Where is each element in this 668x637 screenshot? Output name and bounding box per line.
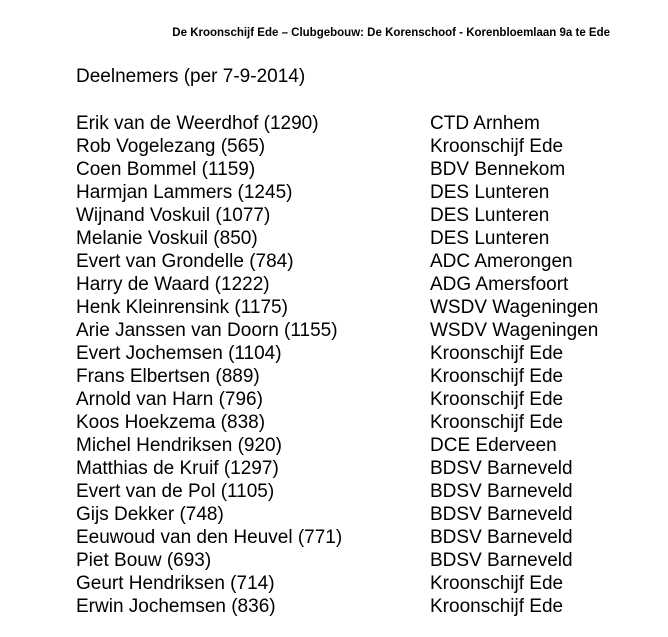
- participant-row: [76, 227, 636, 250]
- participant-club: BDV Bennekom: [430, 159, 566, 180]
- participant-name: Evert van Grondelle (784): [76, 251, 294, 272]
- participant-name: Erik van de Weerdhof (1290): [76, 113, 319, 134]
- participant-name: Matthias de Kruif (1297): [76, 458, 279, 479]
- participant-club: Kroonschijf Ede: [430, 136, 564, 157]
- participant-name: Michel Hendriksen (920): [76, 435, 282, 456]
- participant-club: BDSV Barneveld: [430, 504, 573, 525]
- participant-club: WSDV Wageningen: [430, 297, 599, 318]
- participant-club: Kroonschijf Ede: [430, 412, 564, 433]
- participant-name: Piet Bouw (693): [76, 550, 212, 571]
- participant-row: [76, 342, 636, 365]
- participant-club: ADC Amerongen: [430, 251, 573, 272]
- participant-row: [76, 411, 636, 434]
- participant-row: [76, 480, 636, 503]
- participant-name: Eeuwoud van den Heuvel (771): [76, 527, 343, 548]
- participant-row: [76, 549, 636, 572]
- participant-club: Kroonschijf Ede: [430, 343, 564, 364]
- participant-name: Koos Hoekzema (838): [76, 412, 266, 433]
- participant-name: Evert van de Pol (1105): [76, 481, 275, 502]
- participant-club: BDSV Barneveld: [430, 527, 573, 548]
- participant-row: [76, 319, 636, 342]
- page-header: De Kroonschijf Ede – Clubgebouw: De Korenschoof - Korenbloemlaan 9a te Ede: [172, 27, 610, 39]
- participant-name: Melanie Voskuil (850): [76, 228, 258, 249]
- participant-club: DES Lunteren: [430, 182, 550, 203]
- participant-row: [76, 158, 636, 181]
- participant-club: BDSV Barneveld: [430, 550, 573, 571]
- participant-club: BDSV Barneveld: [430, 481, 573, 502]
- participant-name: Frans Elbertsen (889): [76, 366, 260, 387]
- participant-row: [76, 204, 636, 227]
- participant-name: Evert Jochemsen (1104): [76, 343, 282, 364]
- participant-name: Wijnand Voskuil (1077): [76, 205, 271, 226]
- participant-club: DES Lunteren: [430, 205, 550, 226]
- participant-row: [76, 526, 636, 549]
- participant-name: Henk Kleinrensink (1175): [76, 297, 288, 318]
- participant-row: [76, 457, 636, 480]
- participant-list: [76, 112, 636, 618]
- participant-row: [76, 503, 636, 526]
- page-title: Deelnemers (per 7-9-2014): [76, 66, 306, 87]
- participant-club: BDSV Barneveld: [430, 458, 573, 479]
- participant-club: Kroonschijf Ede: [430, 389, 564, 410]
- participant-name: Harry de Waard (1222): [76, 274, 270, 295]
- participant-row: [76, 365, 636, 388]
- participant-name: Arnold van Harn (796): [76, 389, 263, 410]
- participant-name: Gijs Dekker (748): [76, 504, 224, 525]
- participant-row: [76, 250, 636, 273]
- participant-row: [76, 273, 636, 296]
- participant-club: DCE Ederveen: [430, 435, 557, 456]
- participant-row: [76, 388, 636, 411]
- participant-row: [76, 296, 636, 319]
- participant-name: Coen Bommel (1159): [76, 159, 256, 180]
- participant-row: [76, 181, 636, 204]
- participant-name: Geurt Hendriksen (714): [76, 573, 275, 594]
- participant-name: Rob Vogelezang (565): [76, 136, 266, 157]
- participant-row: [76, 112, 636, 135]
- participant-club: ADG Amersfoort: [430, 274, 569, 295]
- participant-club: CTD Arnhem: [430, 113, 540, 134]
- participant-club: DES Lunteren: [430, 228, 550, 249]
- participant-name: Harmjan Lammers (1245): [76, 182, 293, 203]
- participant-name: Erwin Jochemsen (836): [76, 596, 276, 617]
- participant-club: Kroonschijf Ede: [430, 596, 564, 617]
- participant-club: Kroonschijf Ede: [430, 573, 564, 594]
- participant-club: WSDV Wageningen: [430, 320, 599, 341]
- participant-row: [76, 434, 636, 457]
- participant-club: Kroonschijf Ede: [430, 366, 564, 387]
- participant-row: [76, 595, 636, 618]
- participant-name: Arie Janssen van Doorn (1155): [76, 320, 338, 341]
- participant-row: [76, 135, 636, 158]
- participant-row: [76, 572, 636, 595]
